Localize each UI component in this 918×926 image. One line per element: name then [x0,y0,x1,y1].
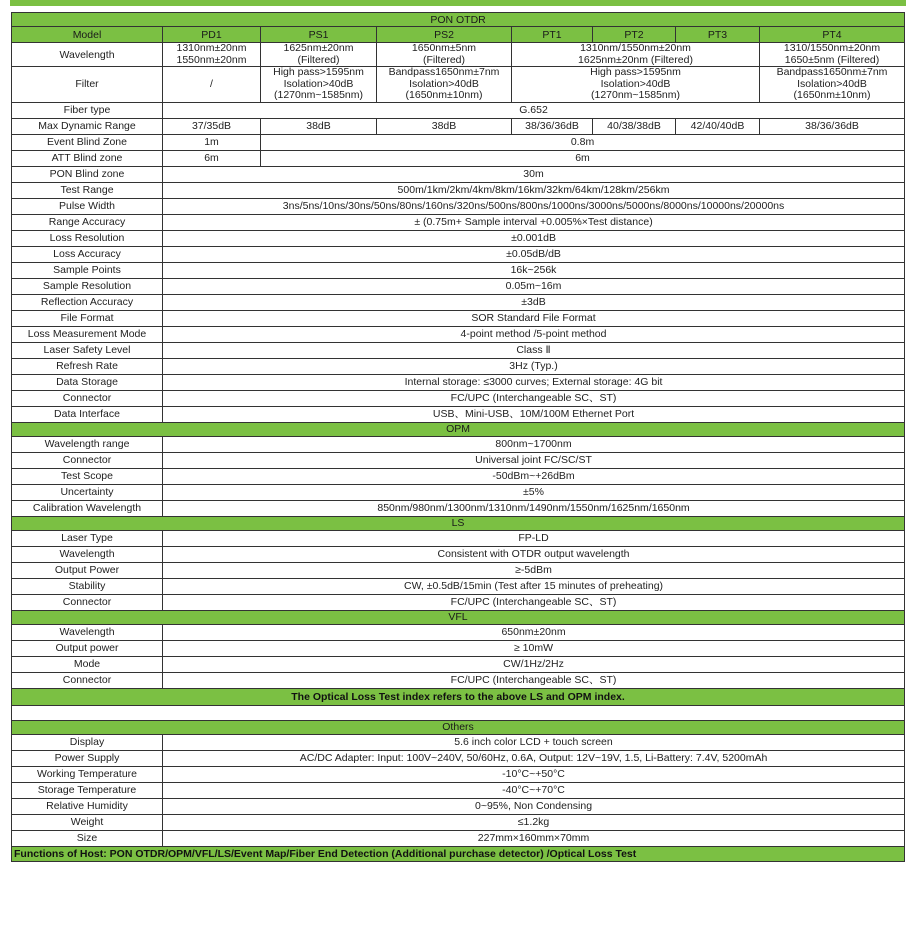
max-dynamic-range-row [12,118,905,134]
footer-text: Functions of Host: PON OTDR/OPM/VFL/LS/Event Map/Fiber End Detection (Additional purchase detector) /Optical Loss Test [12,846,905,861]
spec-row [12,452,905,468]
model-ps1: PS1 [261,27,377,43]
section-ls [12,516,905,530]
spec-row [12,734,905,750]
row-label: Output power [12,640,163,656]
spec-row [12,782,905,798]
cell-pt4: 1310/1550nm±20nm 1650±5nm (Filtered) [760,43,905,67]
row-label: Connector [12,390,163,406]
spec-row [12,246,905,262]
spec-row [12,798,905,814]
spec-table [11,12,905,862]
row-value: 3Hz (Typ.) [163,358,905,374]
filter-row [12,67,905,103]
row-value: USB、Mini-USB、10M/100M Ethernet Port [163,406,905,422]
row-value: Class Ⅱ [163,342,905,358]
row-label: Calibration Wavelength [12,500,163,516]
model-pt3: PT3 [676,27,760,43]
cell-ps1: High pass>1595nm Isolation>40dB (1270nm~1585nm) [261,67,377,103]
row-label: Max Dynamic Range [12,118,163,134]
row-value: ±5% [163,484,905,500]
row-label: Storage Temperature [12,782,163,798]
row-label: Power Supply [12,750,163,766]
row-value: ≥-5dBm [163,562,905,578]
row-value: ±0.001dB [163,230,905,246]
row-value: 800nm~1700nm [163,436,905,452]
section-title: OPM [12,422,905,436]
row-value: CW/1Hz/2Hz [163,656,905,672]
row-label: Weight [12,814,163,830]
row-label: Mode [12,656,163,672]
spacer-cell [12,705,905,720]
row-value: ± (0.75m+ Sample interval +0.005%×Test distance) [163,214,905,230]
row-label: Loss Measurement Mode [12,326,163,342]
cell-pd1: 1m [163,134,261,150]
row-label: Uncertainty [12,484,163,500]
wavelength-row [12,43,905,67]
spec-row [12,326,905,342]
note-row [12,688,905,705]
row-label: Wavelength [12,624,163,640]
row-value: ≥ 10mW [163,640,905,656]
row-label: Test Scope [12,468,163,484]
row-value: 850nm/980nm/1300nm/1310nm/1490nm/1550nm/1625nm/1650nm [163,500,905,516]
row-value: AC/DC Adapter: Input: 100V~240V, 50/60Hz, 0.6A, Output: 12V~19V, 1.5, Li-Battery: 7.4V, 5200mAh [163,750,905,766]
spec-row [12,766,905,782]
cell-pt123: High pass>1595nm Isolation>40dB (1270nm~1585nm) [512,67,760,103]
spec-row [12,182,905,198]
row-label: Loss Resolution [12,230,163,246]
spec-row [12,656,905,672]
spec-row [12,594,905,610]
spec-row [12,230,905,246]
model-pt4: PT4 [760,27,905,43]
row-value: ≤1.2kg [163,814,905,830]
row-label: File Format [12,310,163,326]
spec-row [12,310,905,326]
spec-row [12,640,905,656]
row-value: FC/UPC (Interchangeable SC、ST) [163,672,905,688]
spec-row [12,546,905,562]
model-pt1: PT1 [512,27,593,43]
cell-pd1: 1310nm±20nm 1550nm±20nm [163,43,261,67]
row-label: Laser Safety Level [12,342,163,358]
spec-row [12,530,905,546]
section-opm [12,422,905,436]
note-text: The Optical Loss Test index refers to the above LS and OPM index. [12,688,905,705]
cell-ps2: Bandpass1650nm±7nm Isolation>40dB (1650nm±10nm) [377,67,512,103]
row-label: Working Temperature [12,766,163,782]
row-label: Display [12,734,163,750]
row-label: Size [12,830,163,846]
spec-row [12,436,905,452]
row-label: Loss Accuracy [12,246,163,262]
row-label: Data Interface [12,406,163,422]
row-value: FP-LD [163,530,905,546]
section-vfl [12,610,905,624]
model-ps2: PS2 [377,27,512,43]
model-pd1: PD1 [163,27,261,43]
cell-ps2: 38dB [377,118,512,134]
row-label: Range Accuracy [12,214,163,230]
spec-row [12,562,905,578]
spec-row [12,198,905,214]
row-label: ATT Blind zone [12,150,163,166]
row-label: Relative Humidity [12,798,163,814]
spec-row [12,358,905,374]
spec-row [12,342,905,358]
spec-row [12,468,905,484]
row-label: Wavelength [12,546,163,562]
cell-pt4: 38/36/36dB [760,118,905,134]
cell-ps1: 1625nm±20nm (Filtered) [261,43,377,67]
row-value: 650nm±20nm [163,624,905,640]
row-value: -40°C~+70°C [163,782,905,798]
spec-row [12,672,905,688]
cell-rest: 0.8m [261,134,905,150]
cell-pd1: / [163,67,261,103]
cell-pd1: 6m [163,150,261,166]
row-label: Reflection Accuracy [12,294,163,310]
row-label: Wavelength [12,43,163,67]
section-title: PON OTDR [12,13,905,27]
spec-row [12,262,905,278]
footer-row [12,846,905,861]
row-value: FC/UPC (Interchangeable SC、ST) [163,390,905,406]
row-value: 30m [163,166,905,182]
row-label: Filter [12,67,163,103]
row-value: Consistent with OTDR output wavelength [163,546,905,562]
row-value: -10°C~+50°C [163,766,905,782]
otdr-spec-rows [12,182,905,422]
row-value: FC/UPC (Interchangeable SC、ST) [163,594,905,610]
row-value: 4-point method /5-point method [163,326,905,342]
row-value: G.652 [163,102,905,118]
row-label: Stability [12,578,163,594]
row-value: 0~95%, Non Condensing [163,798,905,814]
section-others [12,720,905,734]
top-accent-bar [10,0,906,6]
section-title: Others [12,720,905,734]
row-value: 3ns/5ns/10ns/30ns/50ns/80ns/160ns/320ns/500ns/800ns/1000ns/3000ns/5000ns/8000ns/10000ns/20000ns [163,198,905,214]
row-value: ±3dB [163,294,905,310]
cell-pt1: 38/36/36dB [512,118,593,134]
cell-rest: 6m [261,150,905,166]
spacer-row [12,705,905,720]
row-label: Event Blind Zone [12,134,163,150]
spec-row [12,578,905,594]
spec-row [12,484,905,500]
spec-row [12,406,905,422]
cell-ps2: 1650nm±5nm (Filtered) [377,43,512,67]
row-value: 5.6 inch color LCD + touch screen [163,734,905,750]
spec-row [12,390,905,406]
row-label: Connector [12,452,163,468]
spec-row [12,294,905,310]
ls-spec-rows [12,530,905,610]
row-label: Output Power [12,562,163,578]
row-label: Data Storage [12,374,163,390]
att-blind-zone-row [12,150,905,166]
model-label: Model [12,27,163,43]
spec-row [12,214,905,230]
section-pon-otdr [12,13,905,27]
spec-row [12,750,905,766]
row-value: 500m/1km/2km/4km/8km/16km/32km/64km/128km/256km [163,182,905,198]
model-header-row [12,27,905,43]
spec-row [12,624,905,640]
row-value: Internal storage: ≤3000 curves; External storage: 4G bit [163,374,905,390]
cell-pd1: 37/35dB [163,118,261,134]
others-spec-rows [12,734,905,846]
row-label: Fiber type [12,102,163,118]
row-label: Connector [12,672,163,688]
row-value: 0.05m~16m [163,278,905,294]
row-label: Wavelength range [12,436,163,452]
section-title: LS [12,516,905,530]
row-value: 16k~256k [163,262,905,278]
row-value: ±0.05dB/dB [163,246,905,262]
row-label: PON Blind zone [12,166,163,182]
row-value: -50dBm~+26dBm [163,468,905,484]
spec-row [12,374,905,390]
row-label: Laser Type [12,530,163,546]
cell-pt123: 1310nm/1550nm±20nm 1625nm±20nm (Filtered) [512,43,760,67]
row-label: Refresh Rate [12,358,163,374]
row-label: Sample Resolution [12,278,163,294]
spec-row [12,500,905,516]
row-label: Pulse Width [12,198,163,214]
row-value: 227mm×160mm×70mm [163,830,905,846]
spec-row [12,814,905,830]
cell-pt4: Bandpass1650nm±7nm Isolation>40dB (1650nm±10nm) [760,67,905,103]
pon-blind-zone-row [12,166,905,182]
cell-pt3: 42/40/40dB [676,118,760,134]
vfl-spec-rows [12,624,905,688]
row-value: Universal joint FC/SC/ST [163,452,905,468]
row-label: Connector [12,594,163,610]
spec-row [12,278,905,294]
row-label: Sample Points [12,262,163,278]
opm-spec-rows [12,436,905,516]
fiber-type-row [12,102,905,118]
row-value: CW, ±0.5dB/15min (Test after 15 minutes of preheating) [163,578,905,594]
row-value: SOR Standard File Format [163,310,905,326]
cell-ps1: 38dB [261,118,377,134]
event-blind-zone-row [12,134,905,150]
model-pt2: PT2 [593,27,676,43]
cell-pt2: 40/38/38dB [593,118,676,134]
spec-row [12,830,905,846]
row-label: Test Range [12,182,163,198]
section-title: VFL [12,610,905,624]
